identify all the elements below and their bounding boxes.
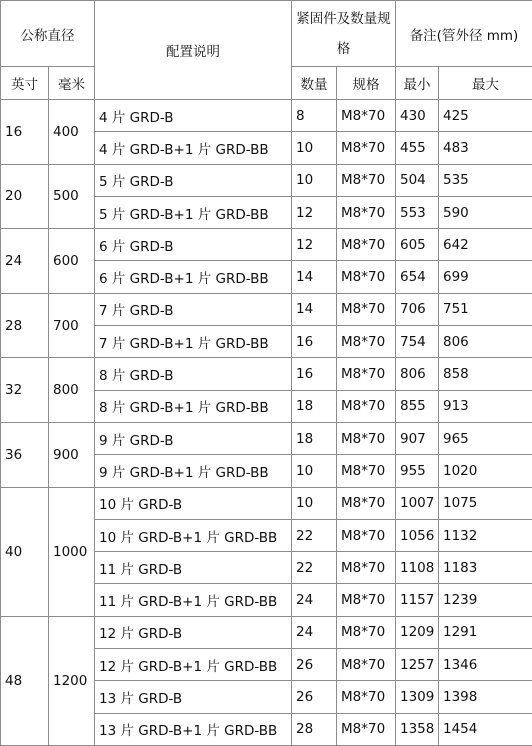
spec-cell: M8*70 [337, 584, 396, 616]
config-cell: 4 片 GRD-B+1 片 GRD-BB [95, 132, 292, 164]
config-cell: 9 片 GRD-B [95, 422, 292, 454]
mm-cell: 400 [49, 100, 95, 165]
max-cell: 1020 [439, 455, 532, 487]
min-cell: 1309 [396, 681, 439, 713]
qty-cell: 26 [292, 649, 337, 681]
header-qty: 数量 [292, 67, 337, 100]
config-cell: 11 片 GRD-B [95, 552, 292, 584]
config-cell: 6 片 GRD-B+1 片 GRD-BB [95, 261, 292, 293]
spec-cell: M8*70 [337, 519, 396, 551]
config-cell: 10 片 GRD-B [95, 487, 292, 519]
qty-cell: 12 [292, 196, 337, 228]
max-cell: 1183 [439, 552, 532, 584]
table-row [1, 293, 532, 325]
mm-cell: 1000 [49, 487, 95, 616]
inch-cell: 40 [1, 487, 49, 616]
inch-cell: 32 [1, 358, 49, 423]
table-row [1, 229, 532, 261]
inch-cell: 28 [1, 293, 49, 358]
qty-cell: 16 [292, 326, 337, 358]
qty-cell: 10 [292, 164, 337, 196]
min-cell: 955 [396, 455, 439, 487]
min-cell: 455 [396, 132, 439, 164]
qty-cell: 22 [292, 552, 337, 584]
inch-cell: 24 [1, 229, 49, 294]
max-cell: 1075 [439, 487, 532, 519]
inch-cell: 36 [1, 422, 49, 487]
inch-cell: 48 [1, 616, 49, 745]
config-cell: 13 片 GRD-B+1 片 GRD-BB [95, 713, 292, 745]
spec-cell: M8*70 [337, 390, 396, 422]
min-cell: 605 [396, 229, 439, 261]
qty-cell: 8 [292, 100, 337, 132]
spec-cell: M8*70 [337, 681, 396, 713]
config-cell: 8 片 GRD-B+1 片 GRD-BB [95, 390, 292, 422]
min-cell: 1358 [396, 713, 439, 745]
config-cell: 6 片 GRD-B [95, 229, 292, 261]
spec-cell: M8*70 [337, 132, 396, 164]
max-cell: 1398 [439, 681, 532, 713]
mm-cell: 600 [49, 229, 95, 294]
spec-cell: M8*70 [337, 487, 396, 519]
min-cell: 430 [396, 100, 439, 132]
mm-cell: 800 [49, 358, 95, 423]
spec-cell: M8*70 [337, 358, 396, 390]
spec-cell: M8*70 [337, 100, 396, 132]
max-cell: 1239 [439, 584, 532, 616]
table-body [1, 100, 532, 746]
config-cell: 8 片 GRD-B [95, 358, 292, 390]
mm-cell: 900 [49, 422, 95, 487]
min-cell: 1209 [396, 616, 439, 648]
spec-cell: M8*70 [337, 293, 396, 325]
max-cell: 1454 [439, 713, 532, 745]
spec-cell: M8*70 [337, 261, 396, 293]
table-row [1, 358, 532, 390]
min-cell: 504 [396, 164, 439, 196]
spec-cell: M8*70 [337, 422, 396, 454]
header-spec: 规格 [337, 67, 396, 100]
qty-cell: 26 [292, 681, 337, 713]
config-cell: 4 片 GRD-B [95, 100, 292, 132]
min-cell: 1108 [396, 552, 439, 584]
max-cell: 642 [439, 229, 532, 261]
min-cell: 1056 [396, 519, 439, 551]
inch-cell: 16 [1, 100, 49, 165]
min-cell: 1157 [396, 584, 439, 616]
qty-cell: 18 [292, 422, 337, 454]
header-mm: 毫米 [49, 67, 95, 100]
qty-cell: 22 [292, 519, 337, 551]
mm-cell: 1200 [49, 616, 95, 745]
max-cell: 858 [439, 358, 532, 390]
table-row [1, 100, 532, 132]
min-cell: 553 [396, 196, 439, 228]
max-cell: 699 [439, 261, 532, 293]
min-cell: 907 [396, 422, 439, 454]
qty-cell: 24 [292, 616, 337, 648]
min-cell: 754 [396, 326, 439, 358]
table-row [1, 164, 532, 196]
header-max: 最大 [439, 67, 532, 100]
config-cell: 10 片 GRD-B+1 片 GRD-BB [95, 519, 292, 551]
qty-cell: 12 [292, 229, 337, 261]
qty-cell: 24 [292, 584, 337, 616]
header-remarks: 备注(管外径 mm) [396, 1, 532, 67]
min-cell: 806 [396, 358, 439, 390]
qty-cell: 10 [292, 455, 337, 487]
spec-cell: M8*70 [337, 229, 396, 261]
spec-cell: M8*70 [337, 455, 396, 487]
config-cell: 5 片 GRD-B [95, 164, 292, 196]
qty-cell: 10 [292, 132, 337, 164]
config-cell: 7 片 GRD-B [95, 293, 292, 325]
max-cell: 590 [439, 196, 532, 228]
qty-cell: 14 [292, 261, 337, 293]
qty-cell: 14 [292, 293, 337, 325]
max-cell: 1291 [439, 616, 532, 648]
spec-cell: M8*70 [337, 164, 396, 196]
table-row [1, 487, 532, 519]
max-cell: 1346 [439, 649, 532, 681]
mm-cell: 500 [49, 164, 95, 229]
spec-cell: M8*70 [337, 649, 396, 681]
config-cell: 12 片 GRD-B+1 片 GRD-BB [95, 649, 292, 681]
config-cell: 5 片 GRD-B+1 片 GRD-BB [95, 196, 292, 228]
qty-cell: 28 [292, 713, 337, 745]
spec-cell: M8*70 [337, 616, 396, 648]
qty-cell: 18 [292, 390, 337, 422]
table-row [1, 616, 532, 648]
inch-cell: 20 [1, 164, 49, 229]
header-min: 最小 [396, 67, 439, 100]
header-config-description: 配置说明 [95, 1, 292, 100]
config-cell: 12 片 GRD-B [95, 616, 292, 648]
mm-cell: 700 [49, 293, 95, 358]
min-cell: 1257 [396, 649, 439, 681]
spec-cell: M8*70 [337, 326, 396, 358]
max-cell: 806 [439, 326, 532, 358]
config-cell: 13 片 GRD-B [95, 681, 292, 713]
config-cell: 7 片 GRD-B+1 片 GRD-BB [95, 326, 292, 358]
max-cell: 965 [439, 422, 532, 454]
min-cell: 1007 [396, 487, 439, 519]
config-cell: 9 片 GRD-B+1 片 GRD-BB [95, 455, 292, 487]
spec-cell: M8*70 [337, 713, 396, 745]
table-row [1, 422, 532, 454]
qty-cell: 10 [292, 487, 337, 519]
max-cell: 1132 [439, 519, 532, 551]
max-cell: 483 [439, 132, 532, 164]
min-cell: 706 [396, 293, 439, 325]
max-cell: 425 [439, 100, 532, 132]
max-cell: 913 [439, 390, 532, 422]
max-cell: 751 [439, 293, 532, 325]
spec-cell: M8*70 [337, 196, 396, 228]
spec-cell: M8*70 [337, 552, 396, 584]
header-inch: 英寸 [1, 67, 49, 100]
header-fastener: 紧固件及数量规格 [292, 1, 396, 67]
min-cell: 654 [396, 261, 439, 293]
config-cell: 11 片 GRD-B+1 片 GRD-BB [95, 584, 292, 616]
max-cell: 535 [439, 164, 532, 196]
min-cell: 855 [396, 390, 439, 422]
qty-cell: 16 [292, 358, 337, 390]
header-nominal-diameter: 公称直径 [1, 1, 95, 67]
